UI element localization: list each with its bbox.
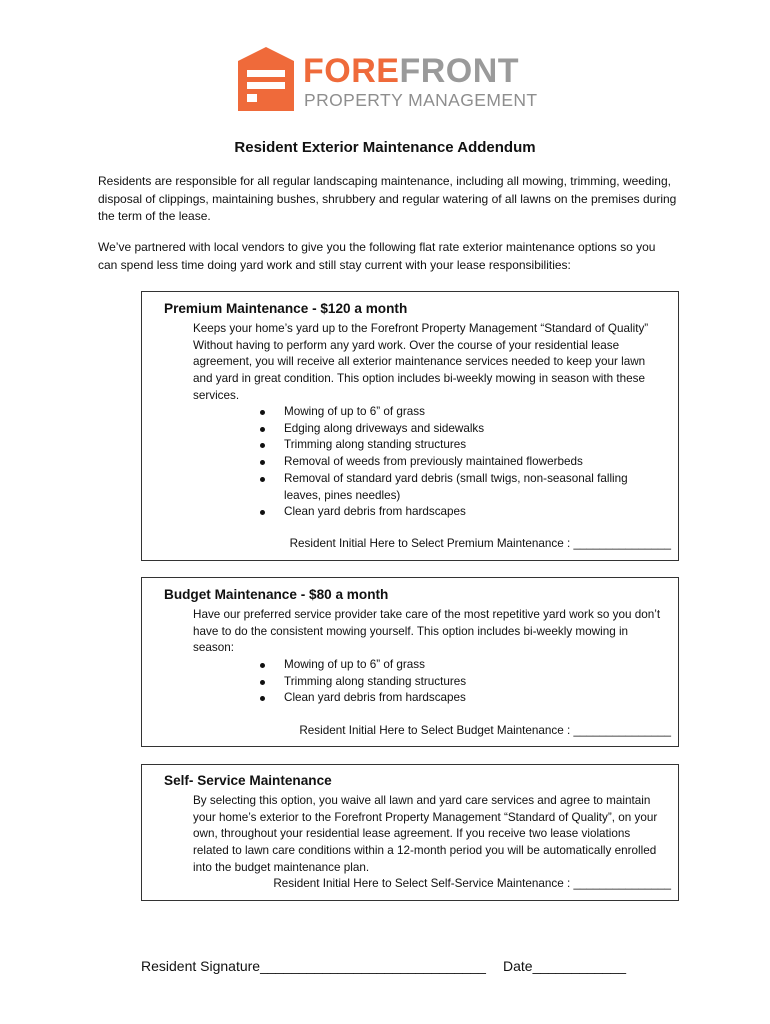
bullet-icon: [260, 696, 265, 701]
date-field[interactable]: Date____________: [503, 958, 627, 974]
bullet-icon: [260, 460, 265, 465]
house-logo-icon: [238, 47, 294, 111]
brand-tagline: PROPERTY MANAGEMENT: [304, 90, 538, 110]
brand-name-part1: FORE: [303, 52, 400, 90]
bullet-icon: [260, 510, 265, 515]
list-item: [260, 504, 655, 521]
list-item-text: Clean yard debris from hardscapes: [284, 505, 466, 519]
list-item-text: Removal of weeds from previously maintained flowerbeds: [284, 455, 583, 469]
company-logo: [238, 47, 538, 113]
list-item: [260, 454, 655, 471]
premium-service-list: [260, 404, 655, 521]
list-item: [260, 674, 655, 691]
budget-maintenance-box: [141, 577, 679, 747]
budget-description: Have our preferred service provider take care of the most repetitive yard work so you don’t have to do the consistent mowing yourself. This option includes bi-weekly mowing in season:: [193, 608, 661, 655]
premium-title: Premium Maintenance - $120 a month: [164, 301, 408, 316]
brand-name-part2: FRONT: [399, 52, 520, 90]
list-item: [260, 404, 655, 421]
premium-initial-field[interactable]: Resident Initial Here to Select Premium Maintenance : _______________: [289, 537, 671, 550]
list-item-text: Clean yard debris from hardscapes: [284, 691, 466, 705]
bullet-icon: [260, 410, 265, 415]
self-service-maintenance-box: [141, 764, 679, 901]
bullet-icon: [260, 663, 265, 668]
bullet-icon: [260, 443, 265, 448]
intro-paragraph-1: Residents are responsible for all regular landscaping maintenance, including all mowing, trimming, weeding, disposal of clippings, maintaining bushes, shrubbery and regular watering of all lawns on the premises during the term of the lease.: [98, 174, 677, 223]
budget-service-list: [260, 657, 655, 707]
bullet-icon: [260, 477, 265, 482]
bullet-icon: [260, 427, 265, 432]
resident-signature-field[interactable]: Resident Signature_____________________________: [141, 958, 486, 974]
self-service-initial-field[interactable]: Resident Initial Here to Select Self-Service Maintenance : _______________: [273, 877, 671, 890]
list-item-text: Trimming along standing structures: [284, 674, 467, 688]
premium-maintenance-box: [141, 291, 679, 561]
list-item: [260, 421, 655, 438]
page-title: Resident Exterior Maintenance Addendum: [234, 139, 536, 156]
premium-description: Keeps your home’s yard up to the Forefront Property Management “Standard of Quality” Without having to perform any yard work. Over the course of your residential lease agreement, you will receive all exterior maintenance services needed to keep your lawn and yard in great condition. This option includes bi-weekly mowing in season with these services.: [193, 322, 649, 402]
budget-title: Budget Maintenance - $80 a month: [164, 587, 389, 602]
list-item-text: Removal of standard yard debris (small twigs, non-seasonal falling leaves, pines needles): [284, 471, 628, 502]
list-item: [260, 690, 655, 707]
list-item: [260, 657, 655, 674]
self-service-description: By selecting this option, you waive all lawn and yard care services and agree to maintain your home’s exterior to the Forefront Property Management “Standard of Quality”, on your own, throughout your residential lease agreement. If you receive two lease violations related to lawn care conditions within a 12-month period you will be automatically enrolled into the budget maintenance plan.: [193, 794, 658, 874]
bullet-icon: [260, 680, 265, 685]
list-item-text: Trimming along standing structures: [284, 438, 467, 452]
intro-paragraph-2: We’ve partnered with local vendors to give you the following flat rate exterior maintenance options so you can spend less time doing yard work and still stay current with your lease responsibilities:: [98, 240, 656, 272]
budget-initial-field[interactable]: Resident Initial Here to Select Budget Maintenance : _______________: [299, 724, 671, 737]
list-item-text: Edging along driveways and sidewalks: [284, 421, 485, 435]
list-item: [260, 437, 655, 454]
self-service-title: Self- Service Maintenance: [164, 773, 332, 788]
brand-name: [303, 53, 519, 89]
list-item: [260, 471, 655, 504]
list-item-text: Mowing of up to 6” of grass: [284, 658, 425, 671]
list-item-text: Mowing of up to 6” of grass: [284, 405, 425, 418]
